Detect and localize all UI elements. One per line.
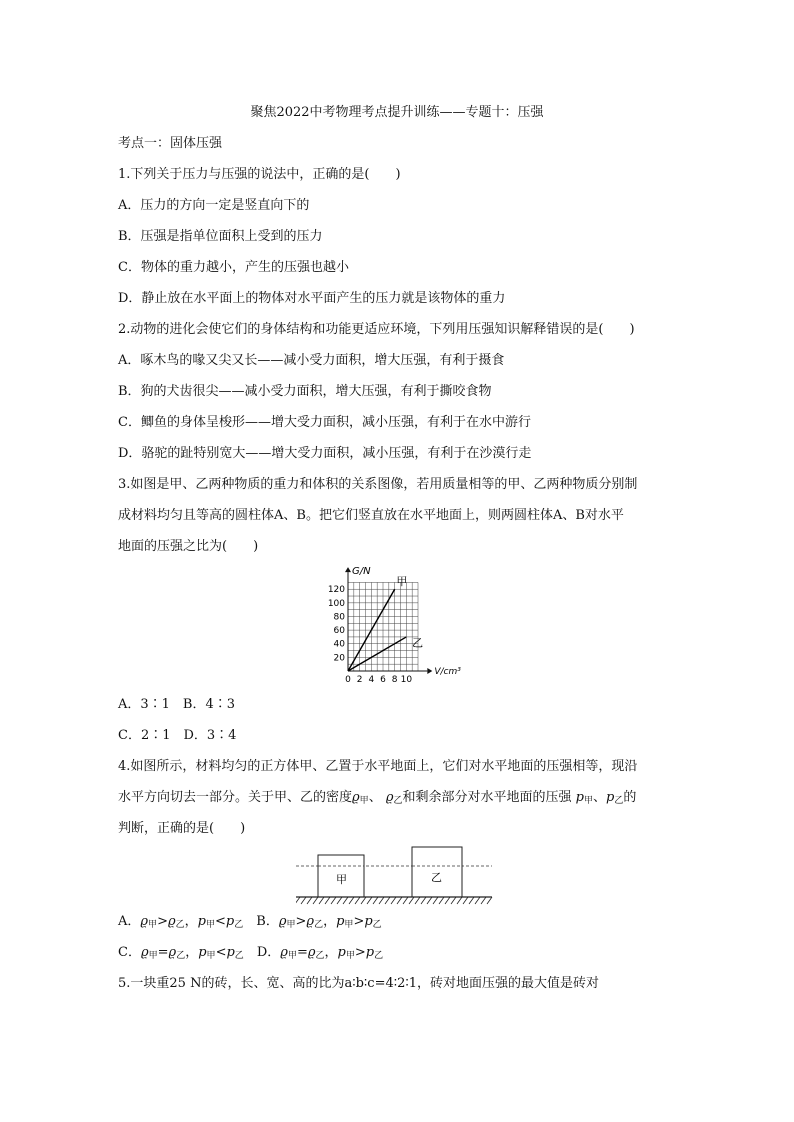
sub-jia: 甲 <box>359 796 369 806</box>
q2-option-a: A．啄木鸟的喙又尖又长——减小受力面积，增大压强，有利于摄食 <box>118 353 505 368</box>
hatch-stroke <box>409 897 414 904</box>
sub-yi: 乙 <box>374 951 384 961</box>
hatch-stroke <box>349 897 354 904</box>
hatch-stroke <box>463 897 468 904</box>
q4-options-ab: A．$ϱ_甲>ϱ_乙$，$p_甲<p_乙$ B．$ϱ_甲>ϱ_乙$，$p_甲>p_乙$ <box>118 914 382 930</box>
q2-stem: 2.动物的进化会使它们的身体结构和功能更适应环境，下列用压强知识解释错误的是( ) <box>118 322 635 337</box>
p-symbol: p <box>197 914 206 929</box>
q3-stem-line1: 3.如图是甲、乙两种物质的重力和体积的关系图像，若用质量相等的甲、乙两种物质分别制 <box>118 477 638 492</box>
y-tick-label: 120 <box>327 585 345 596</box>
q4-stem-line3: 判断，正确的是( ) <box>118 821 246 836</box>
hatch-stroke <box>296 897 300 904</box>
rho-symbol: ϱ <box>140 945 149 960</box>
sub-jia: 甲 <box>344 920 354 930</box>
q4-stem-text-b: 和剩余部分对水平地面的压强 <box>402 790 572 805</box>
q4-stem-text-c: 的 <box>623 790 637 805</box>
sub-jia: 甲 <box>148 951 158 961</box>
hatch-stroke <box>451 897 456 904</box>
q3-stem-line3: 地面的压强之比为( ) <box>118 539 259 554</box>
p-symbol: p <box>336 914 345 929</box>
q3-options-cd: C．2∶1 D．3∶4 <box>118 728 237 743</box>
x-axis-label: V/cm³ <box>434 667 461 677</box>
hatch-stroke <box>343 897 348 904</box>
q1-option-a: A．压力的方向一定是竖直向下的 <box>118 198 310 213</box>
rho-symbol: ϱ <box>140 914 149 929</box>
rho-symbol: ϱ <box>306 914 315 929</box>
hatch-stroke <box>355 897 360 904</box>
q1-option-c: C．物体的重力越小，产生的压强也越小 <box>118 260 349 275</box>
hatch-stroke <box>385 897 390 904</box>
hatch-stroke <box>319 897 324 904</box>
sub-jia: 甲 <box>148 920 158 930</box>
sub-yi: 乙 <box>234 920 244 930</box>
q1-option-b: B．压强是指单位面积上受到的压力 <box>118 229 323 244</box>
sub-yi: 乙 <box>372 920 382 930</box>
p-symbol: p <box>606 790 615 805</box>
gravity-volume-chart <box>326 565 476 685</box>
sub-jia: 甲 <box>206 951 216 961</box>
hatch-stroke <box>397 897 402 904</box>
rho-symbol: ϱ <box>307 945 316 960</box>
hatch-stroke <box>433 897 438 904</box>
x-tick-label: 2 <box>356 675 363 685</box>
hatch-stroke <box>373 897 378 904</box>
y-axis-label: G/N <box>352 566 371 578</box>
hatch-stroke <box>331 897 336 904</box>
x-tick-label: 6 <box>380 675 386 685</box>
rho-symbol: ϱ <box>280 945 288 960</box>
y-tick-label: 80 <box>333 612 345 623</box>
hatch-stroke <box>421 897 426 904</box>
p-symbol: p <box>337 945 346 960</box>
sub-jia: 甲 <box>583 796 593 806</box>
rho-symbol: ϱ <box>352 790 360 805</box>
y-tick-label: 100 <box>327 598 345 609</box>
blocks-figure <box>296 845 496 907</box>
hatch-stroke <box>301 897 306 904</box>
p-symbol: p <box>365 945 375 960</box>
rho-symbol: ϱ <box>278 914 287 929</box>
rho-symbol: ϱ <box>168 945 177 960</box>
hatch-stroke <box>481 897 486 904</box>
hatch-stroke <box>487 897 492 904</box>
q4-option-b-label: B． <box>256 914 279 929</box>
rho-symbol: ϱ <box>385 790 394 805</box>
sub-yi: 乙 <box>314 920 324 930</box>
y-tick-label: 60 <box>333 626 345 637</box>
hatch-stroke <box>475 897 480 904</box>
q1-option-d: D．静止放在水平面上的物体对水平面产生的压力就是该物体的重力 <box>118 291 506 306</box>
hatch-stroke <box>439 897 444 904</box>
q4-stem-line2: 水平方向切去一部分。关于甲、乙的密度$ϱ_甲$、 $ϱ_乙$和剩余部分对水平地面的压强 $p_甲$、$p_乙$的 <box>118 790 637 806</box>
series-label-jia: 甲 <box>396 575 408 589</box>
q2-option-c: C．鲫鱼的身体呈梭形——增大受力面积，减小压强，有利于在水中游行 <box>118 415 531 430</box>
q4-option-c-label: C． <box>118 945 141 960</box>
hatch-stroke <box>427 897 432 904</box>
q5-stem: 5.一块重25 N的砖，长、宽、高的比为a∶b∶c=4∶2∶1，砖对地面压强的最大值是砖对 <box>118 976 600 991</box>
sub-yi: 乙 <box>614 796 624 806</box>
hatch-stroke <box>469 897 474 904</box>
hatch-stroke <box>325 897 330 904</box>
hatch-stroke <box>313 897 318 904</box>
q2-option-b: B．狗的犬齿很尖——减小受力面积，增大压强，有利于撕咬食物 <box>118 384 492 399</box>
q4-option-a-label: A． <box>118 914 141 929</box>
q4-options-cd: C．$ϱ_甲=ϱ_乙$，$p_甲<p_乙$ D．$ϱ_甲=ϱ_乙$，$p_甲>p_乙$ <box>118 945 384 961</box>
rho-symbol: ϱ <box>167 914 176 929</box>
ground-hatching <box>296 897 492 904</box>
y-axis-arrow <box>345 567 351 572</box>
x-axis-arrow <box>427 668 432 674</box>
x-tick-label: 4 <box>368 675 375 685</box>
p-symbol: p <box>575 790 584 805</box>
hatch-stroke <box>457 897 462 904</box>
sub-jia: 甲 <box>205 920 215 930</box>
sub-yi: 乙 <box>234 951 244 961</box>
page-title: 聚焦2022中考物理考点提升训练——专题十：压强 <box>250 105 544 120</box>
block-jia-label: 甲 <box>336 873 347 886</box>
section-heading: 考点一：固体压强 <box>118 136 223 151</box>
sub-yi: 乙 <box>315 951 325 961</box>
y-tick-label: 40 <box>333 639 345 650</box>
sub-jia: 甲 <box>287 951 297 961</box>
q2-option-d: D．骆驼的趾特别宽大——增大受力面积，减小压强，有利于在沙漠行走 <box>118 446 532 461</box>
x-tick-label: 0 <box>345 675 351 685</box>
hatch-stroke <box>379 897 384 904</box>
hatch-stroke <box>403 897 408 904</box>
q1-stem: 1.下列关于压力与压强的说法中，正确的是( ) <box>118 167 401 182</box>
hatch-stroke <box>445 897 450 904</box>
hatch-stroke <box>361 897 366 904</box>
hatch-stroke <box>415 897 420 904</box>
p-symbol: p <box>225 914 235 929</box>
sub-yi: 乙 <box>393 796 403 806</box>
q4-stem-text-a: 水平方向切去一部分。关于甲、乙的密度 <box>118 790 353 805</box>
q3-options-ab: A．3∶1 B．4∶3 <box>118 697 236 712</box>
sub-yi: 乙 <box>176 951 186 961</box>
q3-stem-line2: 成材料均匀且等高的圆柱体A、B。把它们竖直放在水平地面上，则两圆柱体A、B对水平 <box>118 508 624 523</box>
y-tick-label: 20 <box>333 653 345 664</box>
p-symbol: p <box>364 914 373 929</box>
series-label-yi: 乙 <box>412 636 424 650</box>
x-tick-label: 10 <box>400 675 413 685</box>
sub-jia: 甲 <box>286 920 296 930</box>
q4-option-d-label: D． <box>256 945 281 960</box>
p-symbol: p <box>198 945 207 960</box>
x-tick-label: 8 <box>391 675 398 685</box>
hatch-stroke <box>367 897 372 904</box>
p-symbol: p <box>226 945 235 960</box>
sub-jia: 甲 <box>345 951 355 961</box>
hatch-stroke <box>307 897 312 904</box>
hatch-stroke <box>337 897 342 904</box>
block-yi-label: 乙 <box>431 871 442 884</box>
q4-stem-line1: 4.如图所示，材料均匀的正方体甲、乙置于水平地面上，它们对水平地面的压强相等，现沿 <box>118 759 638 774</box>
hatch-stroke <box>391 897 396 904</box>
sub-yi: 乙 <box>175 920 185 930</box>
